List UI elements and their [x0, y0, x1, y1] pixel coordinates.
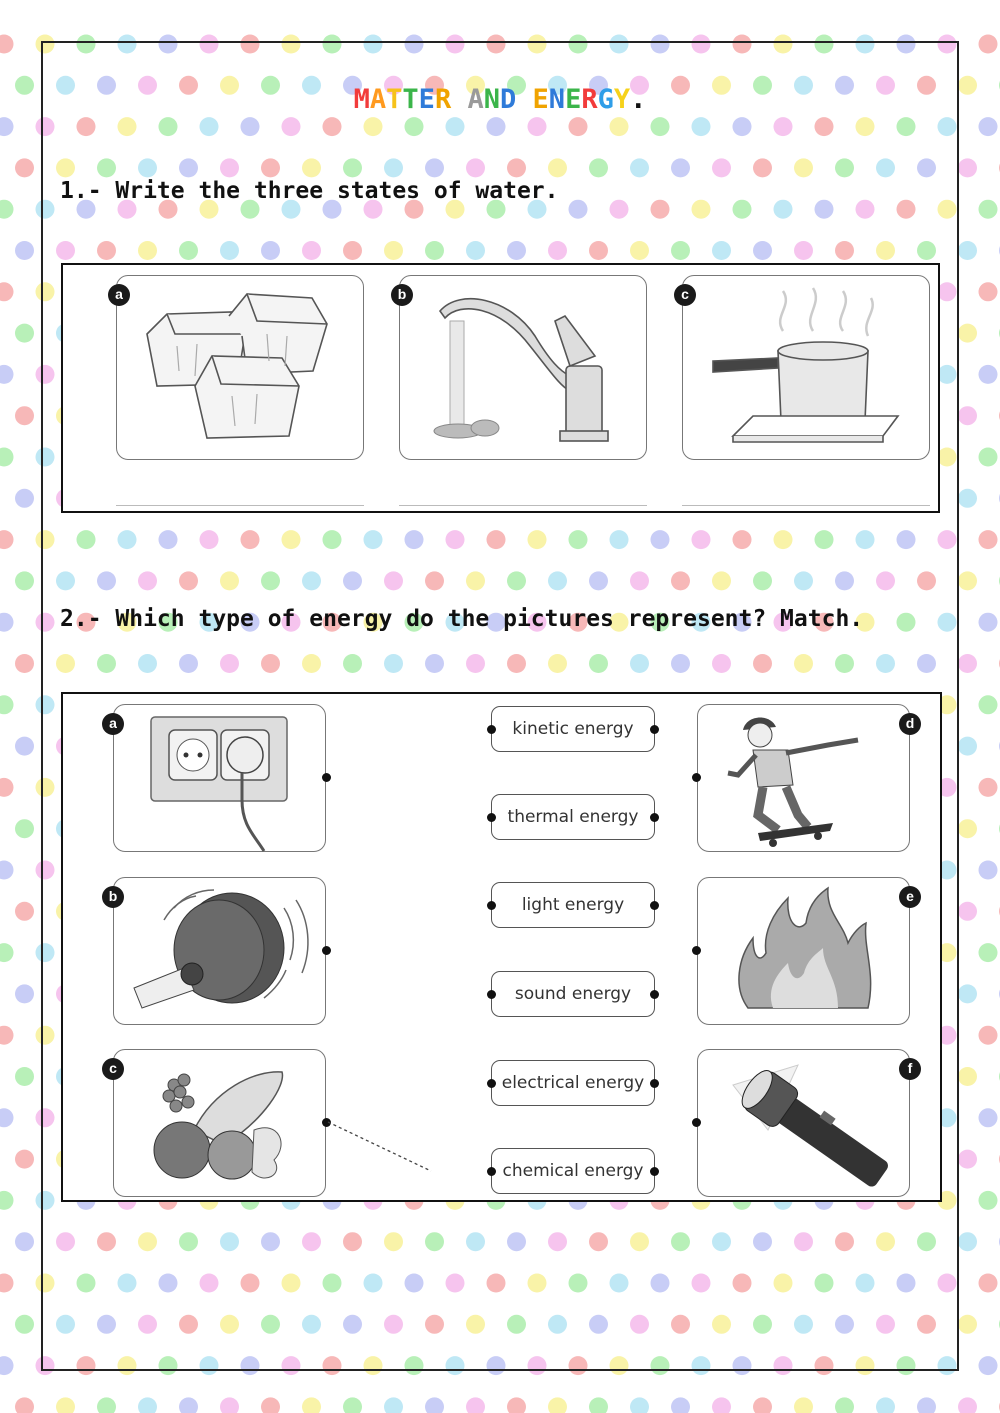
energy-matching-box: [61, 692, 942, 1202]
energy-label-light[interactable]: [491, 882, 655, 928]
background-dot: [0, 943, 14, 962]
energy-label-text: chemical energy: [502, 1161, 644, 1181]
title-letter: [451, 84, 467, 115]
background-dot: [958, 571, 977, 590]
connector-dot[interactable]: [650, 901, 659, 910]
background-dot: [0, 1191, 14, 1210]
energy-label-kinetic[interactable]: [491, 706, 655, 752]
badge-b: b: [102, 886, 124, 908]
background-dot: [979, 778, 998, 797]
background-dot: [958, 984, 977, 1003]
title-letter: E: [532, 84, 549, 115]
background-dot: [261, 1397, 280, 1413]
background-dot: [179, 1397, 198, 1413]
energy-label-text: light energy: [521, 895, 625, 915]
background-dot: [958, 1067, 977, 1086]
background-dot: [0, 861, 14, 880]
background-dot: [0, 778, 14, 797]
background-dot: [958, 324, 977, 343]
background-dot: [712, 1397, 731, 1413]
background-dot: [15, 1315, 34, 1334]
background-dot: [0, 1108, 14, 1127]
background-dot: [876, 1397, 895, 1413]
background-dot: [0, 1274, 14, 1293]
food-icon: [114, 1050, 327, 1198]
background-dot: [979, 530, 998, 549]
background-dot: [15, 1067, 34, 1086]
background-dot: [0, 1026, 14, 1045]
card-food: [109, 1049, 326, 1197]
background-dot: [589, 1397, 608, 1413]
title-letter: N: [548, 84, 566, 115]
background-dot: [384, 1397, 403, 1413]
energy-label-sound[interactable]: [491, 971, 655, 1017]
background-dot: [979, 365, 998, 384]
background-dot: [958, 241, 977, 260]
energy-label-text: thermal energy: [507, 807, 639, 827]
background-dot: [138, 1397, 157, 1413]
connector-dot[interactable]: [487, 1079, 496, 1088]
title-letter: M: [353, 84, 370, 115]
connector-dot[interactable]: [692, 946, 701, 955]
badge-b: b: [391, 284, 413, 306]
background-dot: [835, 1397, 854, 1413]
background-dot: [302, 1397, 321, 1413]
connector-dot[interactable]: [650, 813, 659, 822]
badge-a: a: [108, 284, 130, 306]
connector-dot[interactable]: [487, 725, 496, 734]
connector-dot[interactable]: [322, 1118, 331, 1127]
background-dot: [979, 282, 998, 301]
background-dot: [979, 943, 998, 962]
background-dot: [979, 35, 998, 54]
card-flashlight: [697, 1049, 913, 1197]
background-dot: [958, 406, 977, 425]
background-dot: [0, 530, 14, 549]
background-dot: [15, 241, 34, 260]
badge-c: c: [674, 284, 696, 306]
background-dot: [466, 1397, 485, 1413]
connector-dot[interactable]: [650, 1167, 659, 1176]
title-letter: T: [402, 84, 419, 115]
background-dot: [958, 1315, 977, 1334]
title-letter: .: [630, 84, 647, 115]
card-pot: [682, 275, 930, 460]
connector-dot[interactable]: [487, 813, 496, 822]
connector-dot[interactable]: [692, 773, 701, 782]
background-dot: [15, 1397, 34, 1413]
title-letter: A: [467, 84, 484, 115]
background-dot: [425, 1397, 444, 1413]
title-letter: T: [386, 84, 403, 115]
card-fire: [697, 877, 914, 1025]
background-dot: [979, 200, 998, 219]
title-letter: E: [418, 84, 435, 115]
background-dot: [220, 1397, 239, 1413]
background-dot: [15, 1232, 34, 1251]
connector-dot[interactable]: [487, 901, 496, 910]
background-dot: [0, 448, 14, 467]
connector-dot[interactable]: [692, 1118, 701, 1127]
card-ice: [116, 275, 364, 460]
background-dot: [15, 324, 34, 343]
background-dot: [97, 1397, 116, 1413]
background-dot: [958, 654, 977, 673]
background-dot: [0, 613, 14, 632]
background-dot: [0, 282, 14, 301]
energy-label-thermal[interactable]: [491, 794, 655, 840]
card-tap: [399, 275, 647, 460]
background-dot: [958, 819, 977, 838]
background-dot: [979, 117, 998, 136]
background-dot: [15, 571, 34, 590]
background-dot: [753, 1397, 772, 1413]
answer-line-c[interactable]: [682, 505, 930, 506]
background-dot: [507, 1397, 526, 1413]
steaming-pot-icon: [683, 276, 931, 461]
background-dot: [958, 158, 977, 177]
energy-label-text: sound energy: [514, 984, 632, 1004]
connector-dot[interactable]: [650, 990, 659, 999]
title-letter: R: [434, 84, 452, 115]
background-dot: [0, 1356, 14, 1375]
background-dot: [0, 117, 14, 136]
connector-dot[interactable]: [650, 725, 659, 734]
energy-label-electrical[interactable]: [491, 1060, 655, 1106]
background-dot: [671, 1397, 690, 1413]
title-letter: E: [565, 84, 582, 115]
badge-f: f: [899, 1058, 921, 1080]
skateboarder-icon: [698, 705, 911, 853]
background-dot: [979, 861, 998, 880]
background-dot: [958, 1232, 977, 1251]
background-dot: [979, 1191, 998, 1210]
title-letter: A: [369, 84, 387, 115]
ice-cubes-icon: [117, 276, 365, 461]
card-gong: [108, 877, 326, 1025]
background-dot: [958, 1150, 977, 1169]
water-tap-icon: [400, 276, 648, 461]
background-dot: [15, 737, 34, 756]
background-dot: [0, 35, 14, 54]
connector-dot[interactable]: [322, 946, 331, 955]
background-dot: [958, 902, 977, 921]
badge-c: c: [102, 1058, 124, 1080]
title-letter: Y: [613, 84, 631, 115]
background-dot: [979, 1026, 998, 1045]
background-dot: [979, 1274, 998, 1293]
energy-label-text: electrical energy: [501, 1073, 645, 1093]
question-1: 1.- Write the three states of water.: [60, 178, 559, 204]
energy-label-text: kinetic energy: [512, 719, 634, 739]
background-dot: [0, 365, 14, 384]
title-letter: [516, 84, 532, 115]
background-dot: [15, 819, 34, 838]
connector-dot[interactable]: [322, 773, 331, 782]
connector-dot[interactable]: [487, 1167, 496, 1176]
title-letter: G: [597, 84, 614, 115]
card-plug: [109, 704, 326, 852]
background-dot: [15, 902, 34, 921]
background-dot: [15, 654, 34, 673]
answer-line-b[interactable]: [399, 505, 647, 506]
background-dot: [958, 489, 977, 508]
background-dot: [958, 737, 977, 756]
states-of-water-box: [61, 263, 940, 513]
title-letter: R: [581, 84, 598, 115]
background-dot: [15, 984, 34, 1003]
flashlight-icon: [698, 1050, 911, 1198]
background-dot: [979, 695, 998, 714]
background-dot: [343, 1397, 362, 1413]
connector-dot[interactable]: [650, 1079, 659, 1088]
background-dot: [15, 406, 34, 425]
background-dot: [548, 1397, 567, 1413]
background-dot: [958, 1397, 977, 1413]
background-dot: [15, 1150, 34, 1169]
background-dot: [15, 489, 34, 508]
title-letter: N: [483, 84, 500, 115]
card-skateboarder: [697, 704, 915, 852]
title-letter: D: [500, 84, 517, 115]
background-dot: [56, 1397, 75, 1413]
gong-icon: [114, 878, 327, 1026]
connector-dot[interactable]: [487, 990, 496, 999]
background-dot: [630, 1397, 649, 1413]
energy-label-chemical[interactable]: [491, 1148, 655, 1194]
background-dot: [0, 200, 14, 219]
background-dot: [979, 1356, 998, 1375]
badge-a: a: [102, 713, 124, 735]
fire-icon: [698, 878, 911, 1026]
background-dot: [917, 1397, 936, 1413]
background-dot: [979, 1108, 998, 1127]
badge-d: d: [899, 713, 921, 735]
background-dot: [15, 158, 34, 177]
background-dot: [0, 695, 14, 714]
worksheet-title: [0, 84, 1000, 115]
background-dot: [979, 448, 998, 467]
background-dot: [979, 613, 998, 632]
answer-line-a[interactable]: [116, 505, 364, 506]
badge-e: e: [899, 886, 921, 908]
plug-socket-icon: [114, 705, 327, 853]
background-dot: [794, 1397, 813, 1413]
question-2: 2.- Which type of energy do the pictures represent? Match.: [60, 606, 864, 632]
